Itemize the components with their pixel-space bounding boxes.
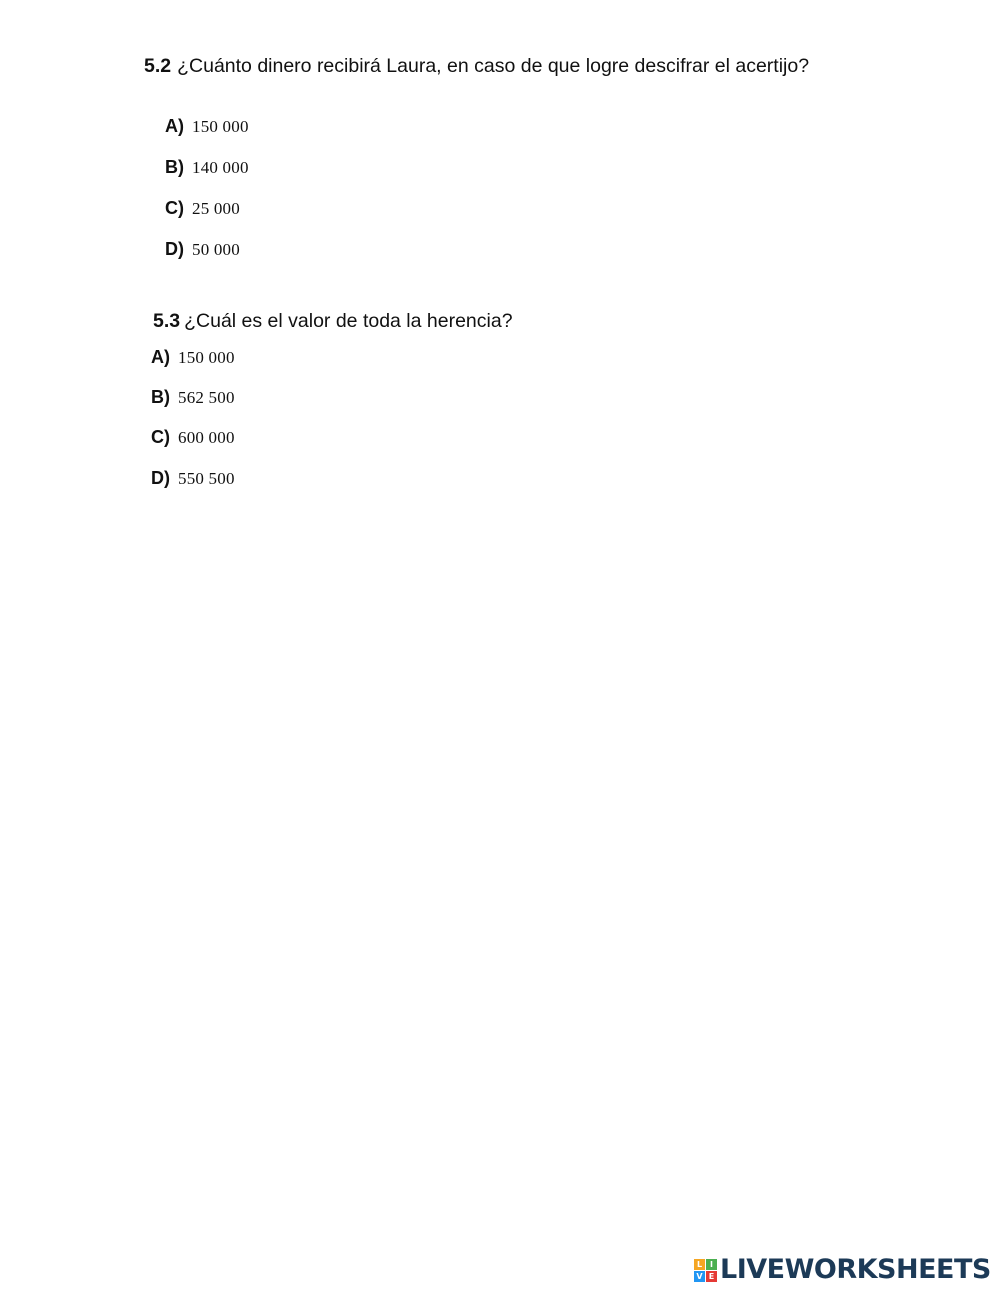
option-letter: C)	[165, 198, 184, 218]
option-letter: B)	[165, 157, 184, 177]
option-d[interactable]	[151, 467, 235, 491]
liveworksheets-logo-icon	[694, 1259, 717, 1282]
option-letter: C)	[151, 427, 170, 447]
option-a[interactable]	[151, 346, 235, 370]
option-value: 562 500	[178, 388, 235, 407]
logo-tile: E	[706, 1271, 717, 1282]
option-letter: B)	[151, 387, 170, 407]
logo-tile: I	[706, 1259, 717, 1270]
question-number: 5.3	[153, 310, 181, 332]
option-a[interactable]	[165, 115, 249, 139]
liveworksheets-brand	[694, 1256, 991, 1284]
option-b[interactable]	[151, 386, 235, 410]
question-5-2	[144, 54, 809, 78]
option-d[interactable]	[165, 238, 240, 262]
option-letter: D)	[165, 239, 184, 259]
option-letter: A)	[165, 116, 184, 136]
brand-name: LIVEWORKSHEETS	[720, 1254, 991, 1285]
option-value: 140 000	[192, 158, 249, 177]
option-value: 550 500	[178, 469, 235, 488]
option-value: 150 000	[178, 348, 235, 367]
option-b[interactable]	[165, 156, 249, 180]
option-value: 600 000	[178, 428, 235, 447]
option-value: 50 000	[192, 240, 240, 259]
question-text: ¿Cuánto dinero recibirá Laura, en caso de que logre descifrar el acertijo?	[177, 55, 810, 77]
question-5-3	[153, 309, 513, 333]
option-c[interactable]	[165, 197, 240, 221]
option-letter: D)	[151, 468, 170, 488]
option-c[interactable]	[151, 426, 235, 450]
question-text: ¿Cuál es el valor de toda la herencia?	[184, 310, 513, 332]
logo-tile: L	[694, 1259, 705, 1270]
option-value: 25 000	[192, 199, 240, 218]
question-number: 5.2	[144, 55, 172, 77]
option-letter: A)	[151, 347, 170, 367]
option-value: 150 000	[192, 117, 249, 136]
logo-tile: V	[694, 1271, 705, 1282]
